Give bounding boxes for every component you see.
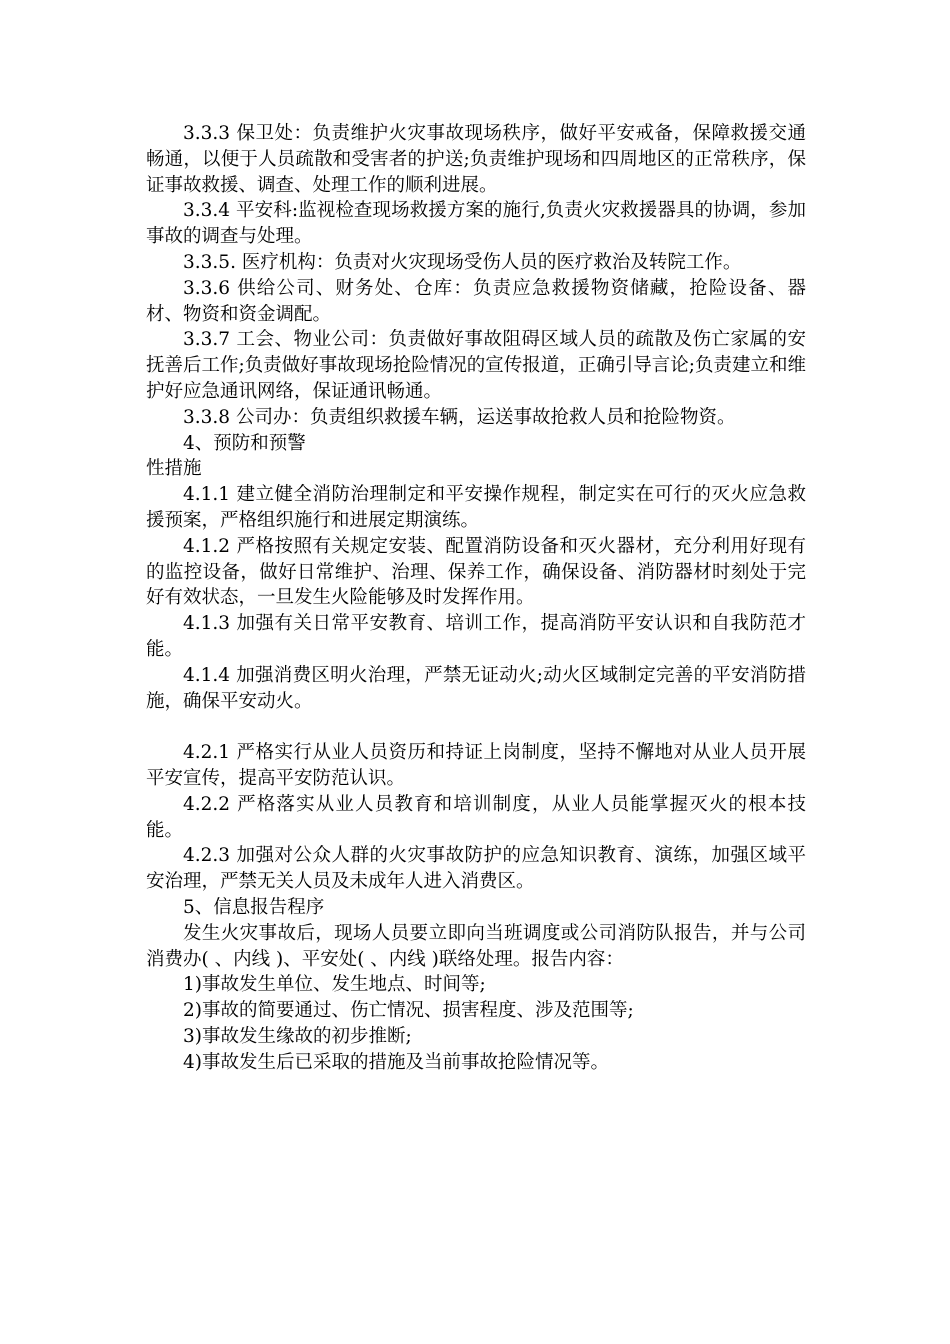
section-subheading: 性措施	[146, 458, 202, 480]
paragraph-report-intro: 发生火灾事故后，现场人员要立即向当班调度或公司消防队报告，并与公司消费办( 、内线 )、平安处( 、内线 )联络处理。报告内容：	[146, 922, 806, 970]
paragraph-4-1-2: 4.1.2 严格按照有关规定安装、配置消防设备和灭火器材，充分利用好现有的监控设备，做好日常维护、治理、保养工作，确保设备、消防器材时刻处于完好有效状态，一旦发生火险能够及时发挥作用。	[146, 535, 806, 609]
paragraph-3-3-7: 3.3.7 工会、物业公司：负责做好事故阻碍区域人员的疏散及伤亡家属的安抚善后工作;负责做好事故现场抢险情况的宣传报道，正确引导言论;负责建立和维护好应急通讯网络，保证通讯畅通。	[146, 329, 806, 402]
section-heading-5: 5、信息报告程序	[183, 896, 325, 918]
blank-line	[146, 714, 806, 740]
report-item-2: 2)事故的简要通过、伤亡情况、损害程度、涉及范围等;	[183, 1000, 634, 1022]
paragraph-3-3-6: 3.3.6 供给公司、财务处、仓库：负责应急救援物资储藏，抢险设备、器材、物资和资金调配。	[146, 277, 806, 325]
paragraph-4-2-3: 4.2.3 加强对公众人群的火灾事故防护的应急知识教育、演练，加强区域平安治理，严禁无关人员及未成年人进入消费区。	[146, 845, 806, 893]
paragraph-3-3-8: 3.3.8 公司办：负责组织救援车辆，运送事故抢救人员和抢险物资。	[183, 406, 736, 428]
report-item-3: 3)事故发生缘故的初步推断;	[183, 1025, 412, 1047]
paragraph-4-1-4: 4.1.4 加强消费区明火治理，严禁无证动火;动火区域制定完善的平安消防措施，确保平安动火。	[146, 664, 806, 712]
report-item-4: 4)事故发生后已采取的措施及当前事故抢险情况等。	[183, 1051, 609, 1073]
paragraph-3-3-4: 3.3.4 平安科:监视检查现场救援方案的施行,负责火灾救援器具的协调，参加事故的调查与处理。	[146, 200, 806, 248]
paragraph-4-2-2: 4.2.2 严格落实从业人员教育和培训制度，从业人员能掌握灭火的根本技能。	[146, 793, 806, 841]
paragraph-3-3-3: 3.3.3 保卫处：负责维护火灾事故现场秩序，做好平安戒备，保障救援交通畅通，以便于人员疏散和受害者的护送;负责维护现场和四周地区的正常秩序，保证事故救援、调查、处理工作的顺利进展。	[146, 123, 806, 196]
report-item-1: 1)事故发生单位、发生地点、时间等;	[183, 974, 486, 996]
document-page	[146, 121, 806, 1075]
paragraph-3-3-5: 3.3.5. 医疗机构：负责对火灾现场受伤人员的医疗救治及转院工作。	[183, 251, 742, 273]
paragraph-4-1-3: 4.1.3 加强有关日常平安教育、培训工作，提高消防平安认识和自我防范才能。	[146, 613, 806, 660]
paragraph-4-1-1: 4.1.1 建立健全消防治理制定和平安操作规程，制定实在可行的灭火应急救援预案，严格组织施行和进展定期演练。	[146, 484, 806, 531]
paragraph-4-2-1: 4.2.1 严格实行从业人员资历和持证上岗制度，坚持不懈地对从业人员开展平安宣传，提高平安防范认识。	[146, 742, 806, 789]
section-heading-4: 4、预防和预警	[183, 432, 306, 454]
